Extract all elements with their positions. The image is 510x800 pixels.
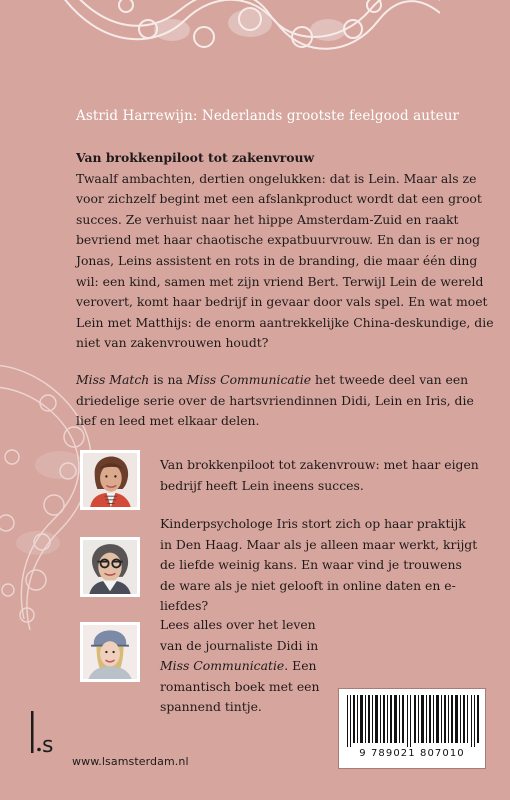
character-description-iris: Kinderpsychologe Iris stort zich op haar praktijk in Den Haag. Maar als je alleen maar werkt, krijgt de liefde weinig kans. En waar vind je trouwens de ware als je niet gelooft in online daten en e-liefdes? <box>160 516 478 614</box>
character-description-didi <box>160 615 330 718</box>
character-description-lein: Van brokkenpiloot tot zakenvrouw: met haar eigen bedrijf heeft Lein ineens succes. <box>160 457 479 493</box>
lace-ornament-top <box>60 0 440 70</box>
series-title-miss-communicatie: Miss Communicatie <box>186 371 312 387</box>
publisher-logo <box>29 711 65 763</box>
series-title-miss-match: Miss Match <box>76 371 150 387</box>
series-description <box>76 370 496 432</box>
didi-title: Miss Communicatie <box>160 658 285 674</box>
portrait-didi <box>80 622 140 682</box>
barcode-box <box>338 688 486 769</box>
book-subtitle: Van brokkenpiloot tot zakenvrouw <box>76 150 315 165</box>
portrait-lein <box>80 450 140 510</box>
portrait-iris <box>80 537 140 597</box>
didi-text-2: . Een romantisch boek met een spannend tintje. <box>160 658 320 715</box>
author-headline: Astrid Harrewijn: Nederlands grootste feelgood auteur <box>76 108 460 124</box>
publisher-website: www.lsamsterdam.nl <box>72 755 189 768</box>
svg-text:s: s <box>42 733 54 758</box>
didi-text-1: Lees alles over het leven van de journaliste Didi in <box>160 617 319 653</box>
isbn-number: 9 789021 807010 <box>359 748 465 759</box>
barcode <box>345 695 481 747</box>
book-description <box>76 148 496 444</box>
series-text-1: is na <box>149 371 187 387</box>
book-blurb: Twaalf ambachten, dertien ongelukken: dat is Lein. Maar als ze voor zichzelf begint met een afslankproduct wordt dat een groot succes. Ze verhuist naar het hippe Amsterdam-Zuid en raakt bevriend met haar chaotische expatbuurvrouw. En dan is er nog Jonas, Leins assistent en rots in de branding, die maar één ding wil: een kind, samen met zijn vriend Bert. Terwijl Lein de wereld verovert, komt haar bedrijf in gevaar door vals spel. En wat moet Lein met Matthijs: de enorm aantrekkelijke China-deskundige, die niet van zakenvrouwen houdt? <box>76 170 494 351</box>
series-text-2: het tweede deel van een driedelige serie over de hartsvriendinnen Didi, Lein en Iris, die lief en leed met elkaar delen. <box>76 371 474 429</box>
